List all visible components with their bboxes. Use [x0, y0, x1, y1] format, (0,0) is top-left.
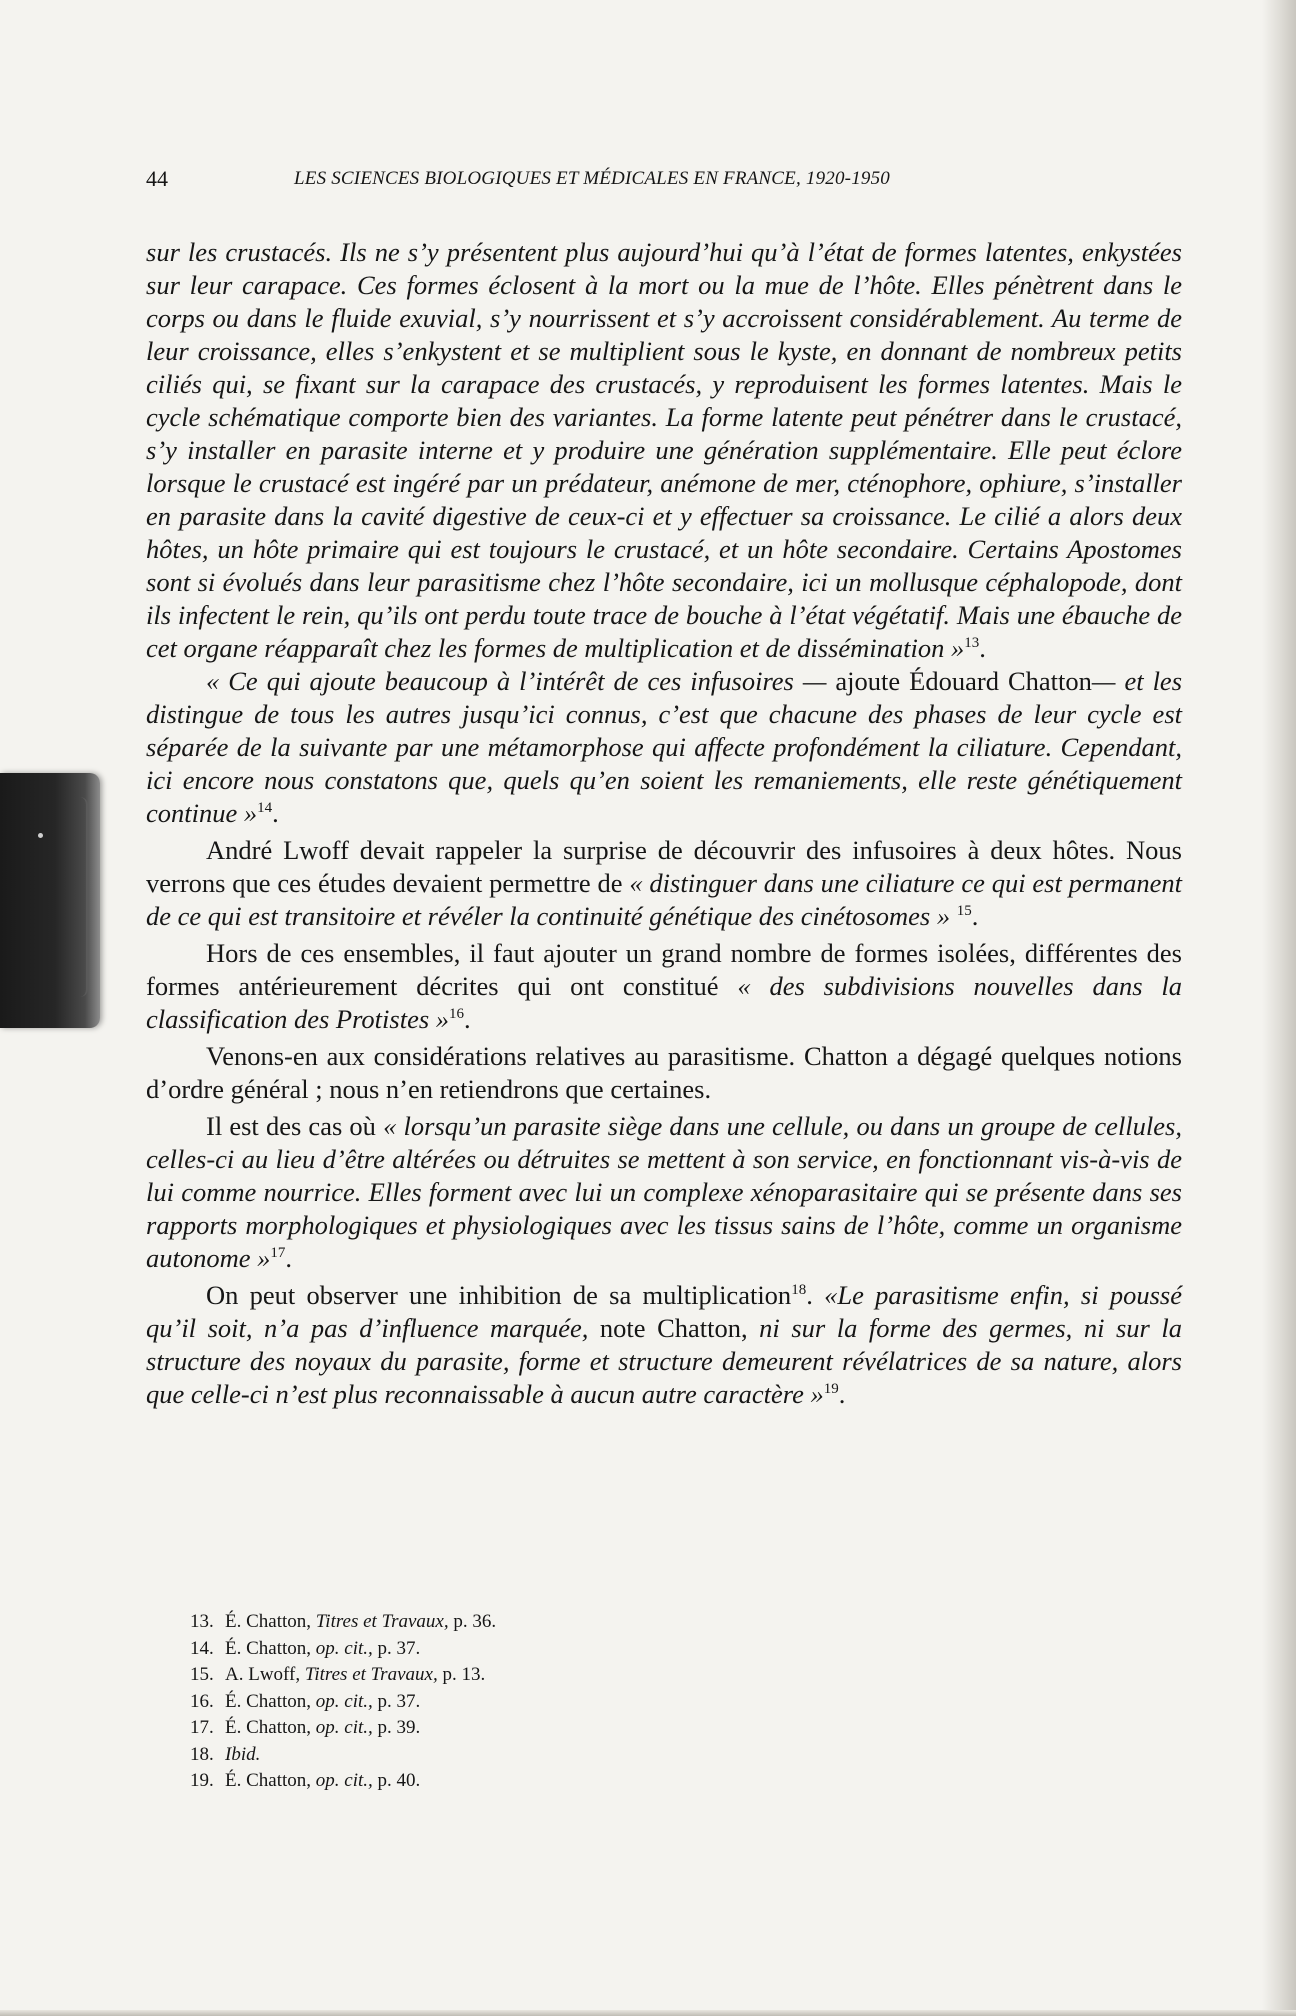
paragraph-5 [146, 1040, 1182, 1106]
binder-clip-edge [0, 797, 88, 997]
footnote [190, 1715, 890, 1742]
roman-text: Venons-en aux considérations relatives au parasitisme. Chatton a dégagé quelques notions d’ordre général ; nous n’en retiendrons que certaines. [146, 1041, 1182, 1104]
footnote-work: Ibid. [225, 1743, 261, 1765]
footnote [190, 1689, 890, 1716]
quote-text: « des subdivisions nouvelles dans la classification des Protistes » [146, 971, 1182, 1034]
footnote-number: 19. [190, 1770, 214, 1791]
punctuation: . [464, 1004, 471, 1034]
footnote-page: p. 36. [448, 1611, 497, 1632]
footnote [190, 1636, 890, 1663]
footnote-ref: 14 [257, 800, 273, 817]
running-head [146, 166, 1076, 196]
footnote-work: op. cit., [315, 1637, 373, 1659]
quote-text: «Le parasitisme enfin, si poussé qu’il soit, n’a pas d’influence marquée, [146, 1280, 1182, 1343]
page-number: 44 [146, 166, 168, 191]
footnote [190, 1742, 890, 1769]
footnote-work: Titres et Travaux, [304, 1664, 438, 1685]
footnote-ref: 13 [964, 635, 980, 652]
paragraph-3 [146, 834, 1182, 933]
page-edge-shadow [1262, 0, 1296, 2016]
roman-text: Il est des cas où [206, 1111, 384, 1141]
footnote-number: 15. [190, 1664, 214, 1685]
punctuation: . [272, 798, 279, 828]
footnote-author: É. Chatton, [225, 1770, 316, 1791]
quote-text: « Ce qui ajoute beaucoup à l’intérêt de ces infusoires — [206, 666, 827, 696]
quote-text: « distinguer dans une ciliature ce qui est permanent de ce qui est transitoire et révéler la continuité génétique des cinétosomes » [146, 868, 1182, 931]
footnote-work: op. cit., [315, 1770, 373, 1791]
footnote-ref: 16 [449, 1006, 465, 1023]
paragraph-6 [146, 1110, 1182, 1275]
footnote-author: É. Chatton, [225, 1611, 316, 1632]
footnote-number: 16. [190, 1690, 214, 1712]
footnote-ref: 18 [791, 1282, 807, 1299]
footnote [190, 1609, 890, 1636]
paragraph-4 [146, 937, 1182, 1036]
binder-clip-dot [38, 833, 43, 838]
footnote-work: op. cit., [315, 1690, 373, 1712]
footnote-page: p. 13. [437, 1664, 486, 1685]
page-bottom-edge [0, 2010, 1296, 2016]
quote-text: — et les distingue de tous les autres jusqu’ici connus, c’est que chacune des phases de leur cycle est séparée de la suivante par une métamorphose qui affecte profondément la ciliature. Cependant, ici encore nous constatons que, quels qu’en soient les remaniements, elle reste génétiquement continue » [146, 666, 1183, 828]
footnotes [190, 1609, 890, 1795]
paragraph-7 [146, 1279, 1182, 1411]
quote-text: ni sur la forme des germes, ni sur la structure des noyaux du parasite, forme et structure demeurent révélatrices de sa nature, alors que celle-ci n’est plus reconnaissable à aucun autre caractère » [146, 1313, 1183, 1409]
running-title: LES SCIENCES BIOLOGIQUES ET MÉDICALES EN FRANCE, 1920-1950 [294, 168, 891, 189]
footnote-ref: 17 [270, 1245, 286, 1262]
punctuation: . [806, 1280, 825, 1310]
footnote [190, 1662, 890, 1689]
binder-clip [0, 773, 100, 1028]
footnote-number: 14. [190, 1637, 214, 1659]
body-text [146, 236, 1182, 1411]
footnote-page: p. 37. [372, 1690, 421, 1712]
roman-text: André Lwoff devait rappeler la surprise de découvrir des infusoires à deux hôtes. Nous verrons que ces études devaient permettre de [146, 835, 1182, 898]
footnote-work: op. cit., [315, 1717, 373, 1738]
footnote-page: p. 39. [372, 1717, 421, 1738]
footnote-author: É. Chatton, [225, 1637, 316, 1659]
roman-text: ajoute Édouard Chatton [826, 666, 1092, 696]
punctuation: . [838, 1379, 846, 1409]
punctuation: . [979, 633, 986, 663]
roman-text: note Chatton, [588, 1313, 760, 1343]
punctuation: . [285, 1243, 293, 1273]
punctuation: . [971, 901, 979, 931]
paragraph-2 [146, 665, 1182, 830]
footnote-number: 17. [190, 1717, 214, 1738]
quote-text: « lorsqu’un parasite siège dans une cellule, ou dans un groupe de cellules, celles-ci au lieu d’être altérées ou détruites se mettent à son service, en fonctionnant vis-à-vis de lui comme nourrice. Elles forment avec lui un complexe xénoparasitaire qui se présente dans ses rapports morphologiques et physiologiques avec les tissus sains de l’hôte, comme un organisme autonome » [146, 1111, 1182, 1273]
footnote-author: É. Chatton, [225, 1690, 316, 1712]
paragraph-1 [146, 236, 1182, 665]
roman-text: Hors de ces ensembles, il faut ajouter un grand nombre de formes isolées, différentes des formes antérieurement décrites qui ont constitué [146, 938, 1182, 1001]
footnote-author: A. Lwoff, [225, 1664, 305, 1685]
footnote-number: 13. [190, 1611, 214, 1632]
quote-text: sur les crustacés. Ils ne s’y présentent plus aujourd’hui qu’à l’état de formes latentes, enkystées sur leur carapace. Ces formes éclosent à la mort ou la mue de l’hôte. Elles pénètrent dans le corps ou dans le fluide exuvial, s’y nourrissent et s’y accroissent considérablement. Au terme de leur croissance, elles s’enkystent et se multiplient sous le kyste, en donnant de nombreux petits ciliés qui, se fixant sur la carapace des crustacés, y reproduisent les formes latentes. Mais le cycle schématique comporte bien des variantes. La forme latente peut pénétrer dans le crustacé, s’y installer en parasite interne et y produire une génération supplémentaire. Elle peut éclore lorsque le crustacé est ingéré par un prédateur, anémone de mer, cténophore, ophiure, s’installer en parasite dans la cavité digestive de ceux-ci et y effectuer sa croissance. Le cilié a alors deux hôtes, un hôte primaire qui est toujours le crustacé, et un hôte secondaire. Certains Apostomes sont si évolués dans leur parasitisme chez l’hôte secondaire, ici un mollusque céphalopode, dont ils infectent le rein, qu’ils ont perdu toute trace de bouche à l’état végétatif. Mais une ébauche de cet organe réapparaît chez les formes de multiplication et de dissémination » [146, 237, 1182, 663]
footnote [190, 1768, 890, 1795]
roman-text: On peut observer une inhibition de sa multiplication [206, 1280, 792, 1310]
footnote-ref: 19 [823, 1381, 839, 1398]
footnote-page: p. 40. [372, 1770, 421, 1791]
footnote-author: É. Chatton, [225, 1717, 316, 1738]
footnote-ref: 15 [956, 903, 972, 920]
footnote-page: p. 37. [372, 1637, 421, 1659]
footnote-work: Titres et Travaux, [315, 1611, 449, 1632]
footnote-number: 18. [190, 1743, 214, 1765]
